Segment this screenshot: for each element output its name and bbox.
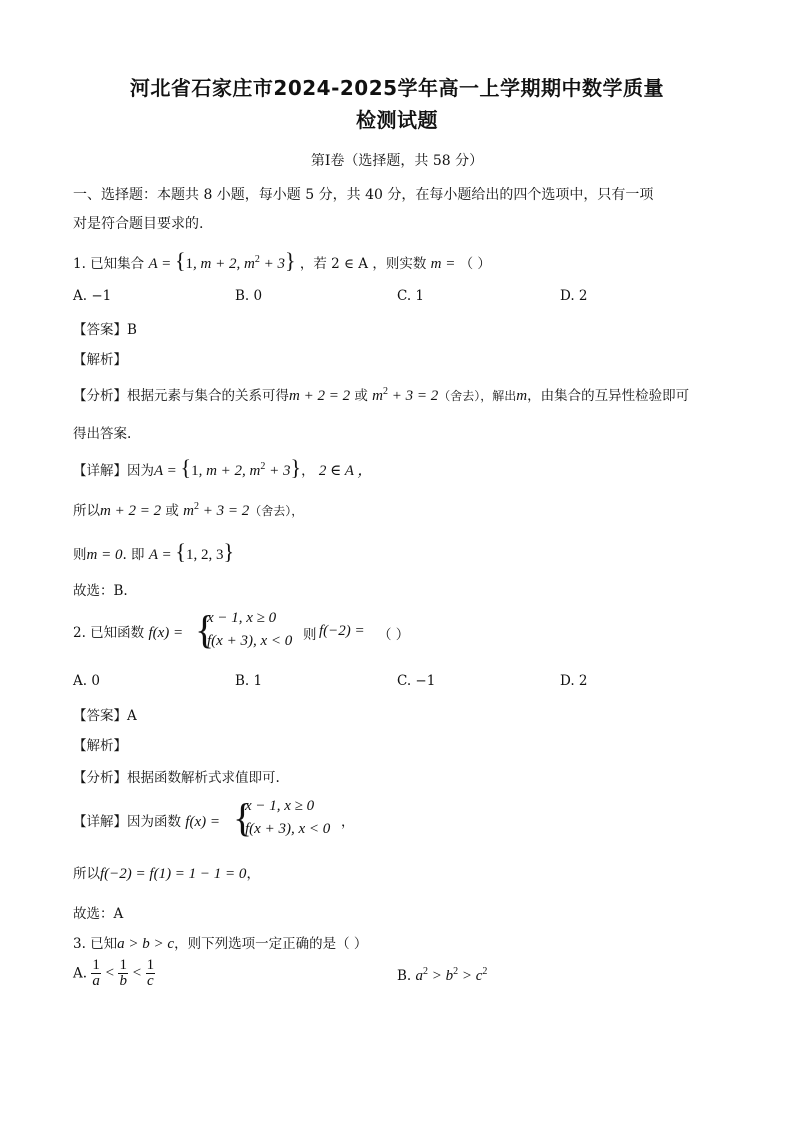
document-title-line1: 河北省石家庄市2024-2025学年高一上学期期中数学质量 — [129, 76, 665, 100]
question-1-stem — [73, 248, 491, 274]
q3-option-a — [73, 958, 155, 989]
q2-eval: f(−2) = — [319, 623, 365, 639]
q2-so-text: 所以 — [73, 866, 100, 882]
document-title-line2: 检测试题 — [356, 108, 438, 132]
q1-var-m: m — [516, 388, 528, 404]
q1-set-expression: A = {1, m + 2, $m^2 + 3$} — [148, 248, 296, 273]
q1-analysis-text-c: ，由集合的互异性检验即可 — [527, 388, 690, 404]
q1-paren: （ ） — [459, 256, 491, 272]
q1-so-eq1: m + 2 = 2 — [100, 503, 162, 519]
q1-prefix: 1. 已知集合 — [73, 256, 145, 272]
q1-detail-text-a: 【详解】因为 — [73, 463, 154, 479]
q1-choice: 故选：B. — [73, 583, 128, 599]
q3-prefix: 3. 已知 — [73, 936, 118, 952]
q1-then-set: A = {1, 2, 3} — [148, 539, 234, 564]
question-2-stem — [73, 607, 410, 654]
q1-detail-set: A = {1, m + 2, $m^2 + 3$} — [154, 455, 302, 480]
q1-detail-comma: ， — [301, 463, 315, 479]
q1-analysis-text-a: 【分析】根据元素与集合的关系可得 — [73, 388, 289, 404]
q2-analysis: 【分析】根据函数解析式求值即可. — [73, 770, 280, 786]
q2-option-d: D. 2 — [560, 673, 588, 689]
q1-so-eq2: $m^2 + 3 = 2$ — [183, 501, 250, 519]
q3-option-b-label: B. — [397, 968, 412, 984]
q3-option-b-expr: $a^2 > b^2 > c^2$ — [415, 966, 488, 984]
q1-analysis-line1 — [73, 384, 689, 405]
q1-so-text: 所以 — [73, 503, 100, 519]
q1-option-a: A. −1 — [73, 288, 112, 304]
section-intro-line1: 一、选择题：本题共 8 小题，每小题 5 分，共 40 分，在每小题给出的四个选项中，只有一项 — [73, 187, 654, 203]
q2-detail-brace: { — [233, 795, 253, 840]
question-3-stem — [73, 932, 367, 953]
q1-detail-membership: 2 ∈ A ， — [318, 463, 373, 479]
q2-brace: { — [195, 607, 215, 652]
q1-analysis-text-b: （舍去），解出 — [438, 389, 517, 403]
q2-detail-func: f(x) = — [185, 814, 220, 830]
q2-case1: x − 1, x ≥ 0 — [207, 610, 277, 626]
q2-choice: 故选：A — [73, 906, 124, 922]
q2-option-c: C. −1 — [397, 673, 436, 689]
q3-rest: ，则下列选项一定正确的是（ ） — [174, 936, 368, 952]
q2-detail-end: ， — [341, 814, 355, 830]
q2-func: f(x) = — [148, 625, 184, 641]
q1-or: 或 — [350, 388, 373, 404]
q1-then-line — [73, 539, 234, 565]
q1-so-line — [73, 499, 303, 520]
q1-answer: 【答案】B — [73, 322, 137, 338]
q2-answer: 【答案】A — [73, 708, 137, 724]
q1-variable: m = — [430, 256, 456, 272]
q1-option-d: D. 2 — [560, 288, 588, 304]
q1-option-c: C. 1 — [397, 288, 425, 304]
q1-detail-line1 — [73, 455, 372, 481]
q2-paren: （ ） — [378, 627, 410, 643]
q2-detail-text: 【详解】因为函数 — [73, 814, 181, 830]
q3-condition: a > b > c — [117, 936, 175, 952]
q1-analysis-line2: 得出答案. — [73, 426, 132, 442]
q2-option-a: A. 0 — [73, 673, 100, 689]
q1-eq-m-plus-2: m + 2 = 2 — [289, 388, 351, 404]
q1-then-ie: . 即 — [122, 547, 145, 563]
q1-then-text: 则 — [73, 547, 87, 563]
q2-case2: f(x + 3), x < 0 — [207, 633, 293, 649]
section-intro-line2: 对是符合题目要求的. — [73, 216, 204, 232]
q2-detail-case1: x − 1, x ≥ 0 — [245, 798, 315, 814]
q1-eq-m2-plus-3: $m^2 + 3 = 2$ — [372, 386, 439, 404]
q1-then-m0: m = 0 — [86, 547, 123, 563]
volume-heading: 第Ⅰ卷（选择题，共 58 分） — [310, 153, 484, 169]
q2-then: 则 — [303, 627, 317, 643]
q1-so-tail: （舍去）， — [249, 504, 304, 518]
q2-so-end: ， — [246, 866, 260, 882]
q2-so-line — [73, 862, 260, 883]
q1-condition: ，若 2 ∈ A ，则实数 — [299, 256, 427, 272]
q3-option-a-expr: $\frac{1}{a}$ < $\frac{1}{b}$ < $\frac{1}{c}$ — [92, 957, 155, 989]
q3-option-a-label: A. — [73, 965, 88, 982]
q1-so-or: 或 — [161, 503, 184, 519]
q1-option-b: B. 0 — [235, 288, 263, 304]
q3-option-b — [397, 968, 487, 985]
q1-analysis-label: 【解析】 — [73, 352, 127, 368]
q2-detail — [73, 795, 355, 842]
q2-detail-case2: f(x + 3), x < 0 — [245, 821, 331, 837]
q2-so-expr: f(−2) = f(1) = 1 − 1 = 0 — [100, 866, 247, 882]
q2-option-b: B. 1 — [235, 673, 263, 689]
q2-analysis-label: 【解析】 — [73, 738, 127, 754]
q2-prefix: 2. 已知函数 — [73, 625, 145, 641]
